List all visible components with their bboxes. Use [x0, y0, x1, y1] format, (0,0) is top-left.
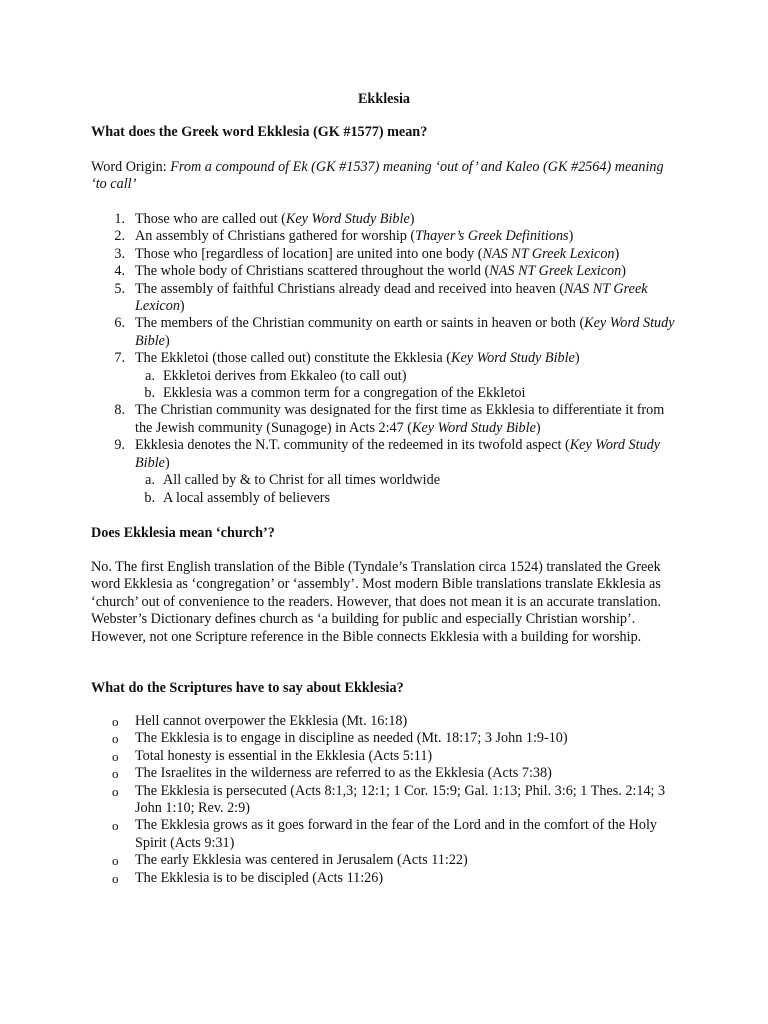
definition-item	[91, 281, 681, 316]
scripture-text: The Israelites in the wilderness are referred to as the Ekklesia (Acts 7:38)	[135, 765, 552, 782]
definition-reference: NAS NT Greek Lexicon	[489, 263, 622, 280]
word-origin-paragraph	[91, 159, 681, 194]
definition-text: Those who [regardless of location] are united into one body (	[135, 245, 483, 262]
bullet-icon: o	[112, 870, 119, 886]
definition-number: 5.	[114, 280, 125, 297]
definition-end: )	[164, 332, 170, 349]
definition-end: )	[574, 350, 580, 367]
definition-number: 3.	[114, 245, 125, 262]
definition-item	[91, 263, 681, 280]
scripture-item	[91, 748, 681, 765]
definition-subitem	[135, 490, 681, 507]
definition-number: 1.	[114, 211, 125, 227]
definition-subitem	[135, 385, 681, 402]
definition-reference: Key Word Study Bible	[135, 437, 661, 471]
definition-item	[91, 437, 681, 507]
scripture-text: The Ekklesia grows as it goes forward in the fear of the Lord and in the comfort of the Holy Spirit (Acts 9:31)	[135, 817, 658, 851]
definition-item	[91, 350, 681, 402]
definition-text: Those who are called out (	[135, 211, 286, 227]
definition-end: )	[179, 298, 185, 315]
subitem-text: Ekklesia was a common term for a congregation of the Ekkletoi	[163, 385, 526, 402]
scripture-item	[91, 783, 681, 818]
scripture-item	[91, 817, 681, 852]
church-paragraph: No. The first English translation of the Bible (Tyndale’s Translation circa 1524) translated the Greek word Ekklesia as ‘congregation’ or ‘assembly’. Most modern Bible translations translate Ekklesia as ‘church’ out of convenience to the readers. However, that does not mean it is an accurate translation. Webster’s Dictionary defines church as ‘a building for public and especially Christian worship’. However, not one Scripture reference in the Bible connects Ekklesia with a building for worship.	[91, 559, 661, 645]
definition-end: )	[568, 228, 574, 245]
subitem-letter: b.	[144, 385, 155, 402]
definition-item	[91, 211, 681, 228]
scripture-item	[91, 852, 681, 869]
definition-reference: Key Word Study Bible	[135, 315, 675, 349]
definition-text: An assembly of Christians gathered for worship (	[135, 228, 416, 245]
section-heading-meaning: What does the Greek word Ekklesia (GK #1577) mean?	[91, 124, 428, 140]
definition-sublist	[135, 472, 681, 507]
subitem-letter: a.	[145, 472, 155, 489]
definition-subitem	[135, 368, 681, 385]
definition-end: )	[621, 263, 626, 280]
definition-reference: NAS NT Greek Lexicon	[482, 245, 615, 262]
scripture-item	[91, 765, 681, 782]
definitions-list	[91, 211, 681, 507]
definition-end: )	[535, 419, 541, 436]
definition-end: )	[409, 211, 415, 227]
scripture-text: Hell cannot overpower the Ekklesia (Mt. 16:18)	[135, 713, 408, 729]
definition-reference: Key Word Study Bible	[450, 350, 575, 367]
definition-text: The Ekkletoi (those called out) constitute the Ekklesia (	[135, 350, 451, 367]
definition-number: 4.	[114, 263, 125, 280]
word-origin-text: From a compound of Ek (GK #1537) meaning ‘out of’ and Kaleo (GK #2564) meaning ‘to call’	[91, 159, 664, 193]
bullet-icon: o	[112, 766, 119, 782]
definition-end: )	[164, 454, 170, 471]
definition-reference: Thayer’s Greek Definitions	[415, 228, 569, 245]
definition-text: The members of the Christian community on earth or saints in heaven or both (	[135, 315, 585, 332]
definition-sublist	[135, 368, 681, 403]
scripture-item	[91, 870, 681, 887]
definition-text: Ekklesia denotes the N.T. community of the redeemed in its twofold aspect (	[135, 437, 570, 454]
subitem-letter: a.	[145, 367, 155, 384]
subitem-text: A local assembly of believers	[163, 489, 331, 506]
definition-number: 6.	[114, 315, 125, 332]
definition-reference: NAS NT Greek Lexicon	[135, 280, 648, 315]
definition-item	[91, 228, 681, 245]
definition-item	[91, 402, 681, 437]
definition-reference: Key Word Study Bible	[412, 419, 536, 436]
section-heading-scriptures: What do the Scriptures have to say about Ekklesia?	[91, 680, 404, 696]
scripture-text: The Ekklesia is to be discipled (Acts 11:26)	[135, 869, 384, 886]
bullet-icon: o	[112, 748, 119, 764]
bullet-icon: o	[112, 714, 119, 729]
scripture-text: Total honesty is essential in the Ekklesia (Acts 5:11)	[135, 747, 433, 764]
definition-number: 7.	[114, 350, 125, 367]
scripture-item	[91, 713, 681, 730]
scripture-text: The Ekklesia is to engage in discipline as needed (Mt. 18:17; 3 John 1:9-10)	[135, 730, 568, 747]
definition-text: The Christian community was designated for the first time as Ekklesia to differentiate it from the Jewish community (Sunagoge) in Acts 2:47 (	[135, 402, 665, 436]
scripture-text: The Ekklesia is persecuted (Acts 8:1,3; 12:1; 1 Cor. 15:9; Gal. 1:13; Phil. 3:6; 1 Thes. 2:14; 3 John 1:10; Rev. 2:9)	[135, 782, 666, 817]
word-origin-label: Word Origin:	[91, 159, 171, 175]
definition-number: 2.	[114, 228, 125, 245]
scripture-list	[91, 713, 681, 887]
section-heading-church: Does Ekklesia mean ‘church’?	[91, 525, 275, 541]
bullet-icon: o	[112, 783, 119, 799]
bullet-icon: o	[112, 853, 119, 869]
definition-number: 9.	[114, 437, 125, 454]
scripture-text: The early Ekklesia was centered in Jerusalem (Acts 11:22)	[135, 852, 468, 869]
definition-text: The whole body of Christians scattered throughout the world (	[135, 263, 490, 280]
bullet-icon: o	[112, 731, 119, 747]
document-title: Ekklesia	[357, 91, 411, 107]
subitem-text: All called by & to Christ for all times worldwide	[163, 472, 441, 489]
definition-text: The assembly of faithful Christians already dead and received into heaven (	[135, 280, 565, 297]
subitem-text: Ekkletoi derives from Ekkaleo (to call out)	[163, 367, 407, 384]
definition-item	[91, 315, 681, 350]
definition-reference: Key Word Study Bible	[285, 211, 410, 227]
definition-number: 8.	[114, 402, 125, 419]
definition-end: )	[614, 245, 620, 262]
scripture-item	[91, 730, 681, 747]
bullet-icon: o	[112, 818, 119, 834]
definition-item	[91, 246, 681, 263]
subitem-letter: b.	[144, 489, 155, 506]
definition-subitem	[135, 472, 681, 489]
